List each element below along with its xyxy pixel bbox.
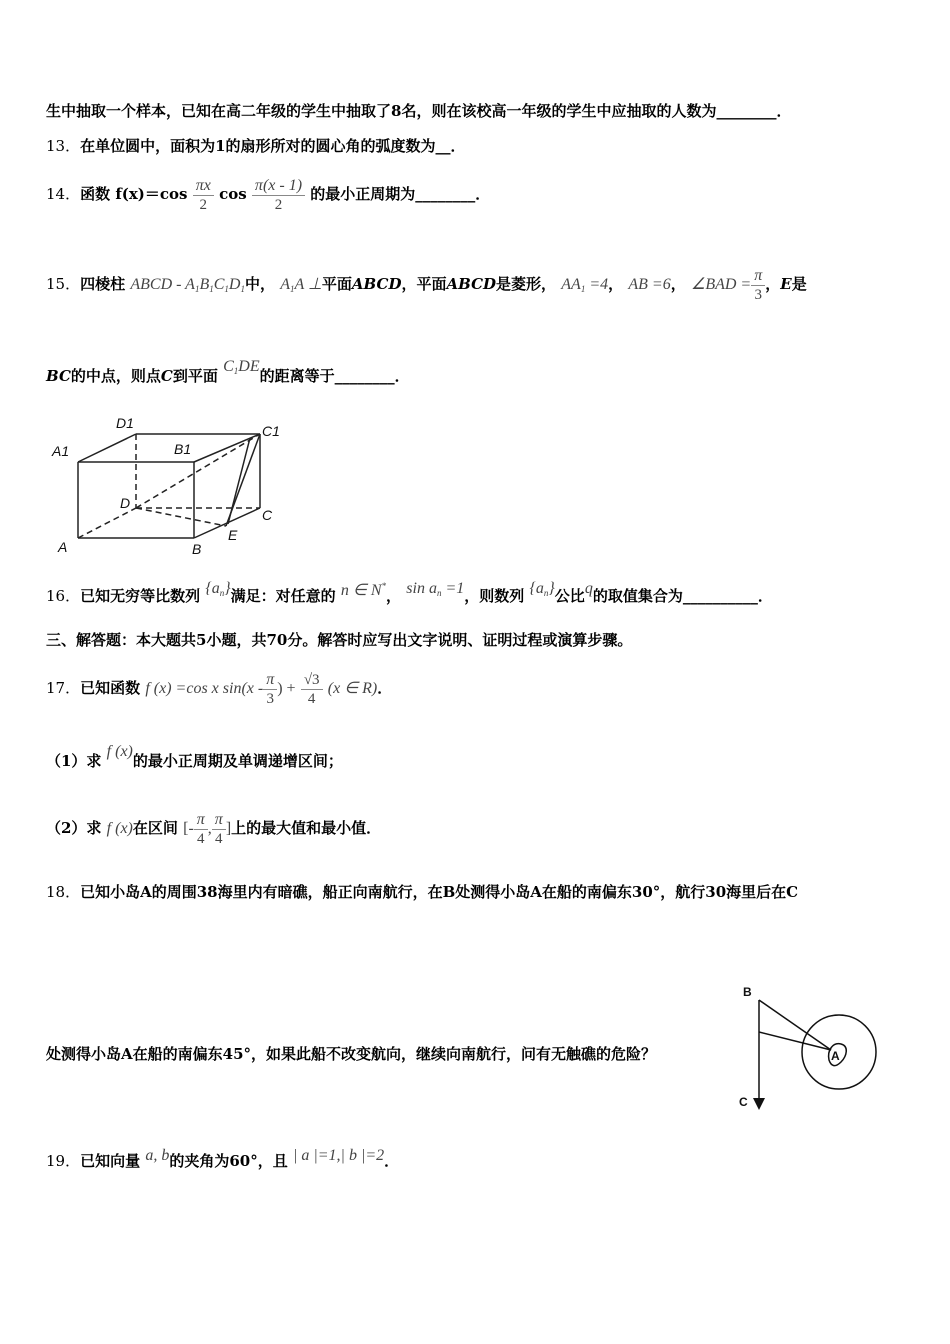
vectors-a-b: a, b — [145, 1147, 170, 1164]
plane-c1de: $C_1DE$ — [223, 358, 260, 376]
question-number: 14． — [46, 185, 81, 203]
label-c: C — [739, 1095, 748, 1109]
ratio-q: q — [584, 580, 593, 597]
question-number: 15． — [46, 275, 81, 293]
fraction-pi-over-3: $\frac{\pi}{3}$ — [263, 671, 277, 708]
fraction-pi-over-3: $\frac{\pi}{3}$ — [751, 267, 765, 304]
label-b1: B1 — [174, 441, 192, 457]
function-f: f (x) =cos x sin(x - — [145, 680, 264, 697]
question-13: 13．在单位圆中，面积为1的扇形所对的圆心角的弧度数为__． — [46, 137, 466, 155]
label-a: A — [831, 1049, 840, 1063]
prism-figure — [50, 412, 290, 562]
ship-figure — [735, 980, 885, 1120]
fraction-pi-x-minus-1-over-2: $\frac{\pi(x - 1)}{2}$ — [252, 177, 305, 214]
label-d: D — [120, 495, 131, 511]
sequence-an: $\{a_n\}$ — [205, 580, 231, 598]
question-15-line-2: BC的中点，则点C到平面 $C_1DE$的距离等于________． — [46, 358, 410, 385]
question-18-line-2: 处测得小岛A在船的南偏东45°，如果此船不改变航向，继续向南航行，问有无触礁的危险？ — [46, 1045, 657, 1063]
section-3-heading: 三、解答题：本大题共5小题，共70分。解答时应写出文字说明、证明过程或演算步骤。 — [46, 631, 633, 649]
vector-norms: | a |=1,| b |=2 — [292, 1147, 385, 1164]
label-c: C — [262, 507, 273, 523]
angle-bad: ∠BAD = — [690, 276, 752, 293]
fraction-pi-over-4-b: $\frac{\pi}{4}$ — [212, 811, 226, 848]
question-19: 19．已知向量 a, b的夹角为60°，且 | a |=1,| b |=2． — [46, 1147, 400, 1170]
domain-x-in-r: (x ∈ R) — [327, 680, 378, 697]
question-16: 16．已知无穷等比数列 $\{a_n\}$满足：对任意的 n ∈ N*， $\sin a_n =1$，则数列 $\{a_n\}$公比q的取值集合为__________． — [46, 580, 773, 605]
fraction-pi-over-4: $\frac{\pi}{4}$ — [194, 811, 208, 848]
fx: f (x) — [106, 820, 133, 837]
question-17-part-2: （2）求 f (x)在区间 [- $\frac{\pi}{4}$ , $\frac{\pi}{4}$ ]上的最大值和最小值． — [46, 810, 382, 847]
n-in-n-star: n ∈ N* — [340, 581, 387, 599]
a1a-perp: $A_1A$ ⊥ — [280, 276, 322, 294]
sin-an-equals-1: $\sin a_n =1$ — [406, 580, 465, 598]
question-number: 18． — [46, 883, 81, 901]
question-17-part-1: （1）求 f (x)的最小正周期及单调递增区间； — [46, 743, 343, 770]
label-c1: C1 — [262, 423, 280, 439]
aa1-equals-4: $AA_1 =4$ — [561, 276, 609, 294]
label-b: B — [192, 541, 202, 557]
question-12-continuation: 生中抽取一个样本，已知在高二年级的学生中抽取了8名，则在该校高一年级的学生中应抽取的人数为________． — [46, 102, 792, 120]
question-18: 18．已知小岛A的周围38海里内有暗礁，船正向南航行，在B处测得小岛A在船的南偏东30°，航行30海里后在C — [46, 883, 799, 901]
ab-equals-6: AB =6 — [628, 276, 671, 293]
label-d1: D1 — [116, 415, 134, 431]
label-a1: A1 — [52, 443, 70, 459]
prism-name: ABCD - $A_1B_1C_1D_1$ — [130, 276, 245, 294]
question-number: 16． — [46, 587, 81, 605]
question-14: 14．函数 f(x)＝cos $\frac{\pi x}{2}$ cos $\frac{\pi(x - 1)}{2}$ 的最小正周期为________． — [46, 176, 491, 213]
arrow-south-icon — [753, 1098, 765, 1110]
question-17: 17．已知函数 f (x) =cos x sin(x - $\frac{\pi}{3}$ ) + $\frac{√3}{4}$ (x ∈ R)． — [46, 670, 393, 707]
question-number: 13． — [46, 137, 81, 155]
fraction-sqrt3-over-4: $\frac{√3}{4}$ — [301, 671, 323, 708]
fx: f (x) — [106, 743, 133, 760]
label-e: E — [228, 527, 238, 543]
label-a: A — [58, 539, 68, 555]
label-b: B — [743, 985, 752, 999]
question-number: 17． — [46, 679, 81, 697]
question-number: 19． — [46, 1152, 81, 1170]
question-15: 15．四棱柱 ABCD - $A_1B_1C_1D_1$中， $A_1A$ ⊥平面ABCD，平面ABCD是菱形， $AA_1 =4$， AB =6， ∠BAD = $\frac{\pi}{3}$ ，E是 — [46, 266, 807, 303]
sequence-an-2: $\{a_n\}$ — [529, 580, 555, 598]
fraction-pix-over-2: $\frac{\pi x}{2}$ — [193, 177, 214, 214]
